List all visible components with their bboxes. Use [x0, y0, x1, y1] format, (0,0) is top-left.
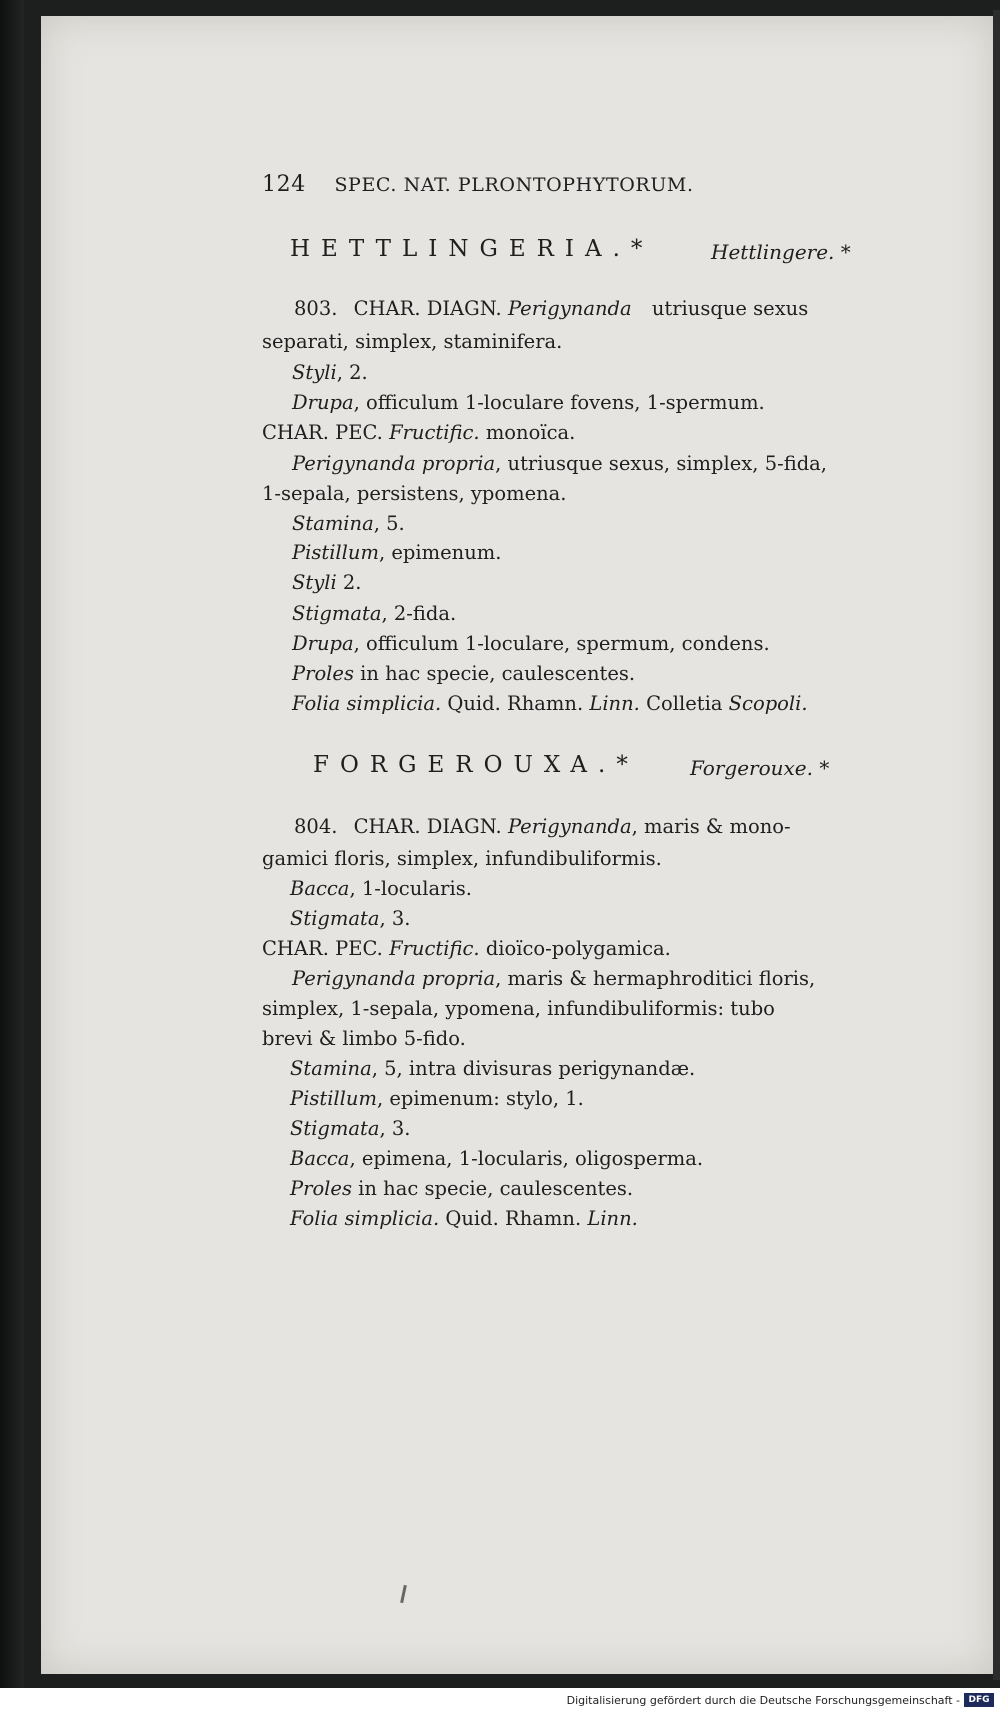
scan-left-edge [0, 0, 24, 1688]
genus-heading-latin: FORGEROUXA.* [313, 752, 639, 778]
text-line: Folia simplicia. Quid. Rhamn. Linn. [290, 1207, 638, 1230]
text-line: Styli, 2. [292, 361, 368, 384]
funding-credit: Digitalisierung gefördert durch die Deutsche Forschungsgemeinschaft - [566, 1694, 960, 1707]
entry-number: 803. [294, 297, 338, 320]
text-line: Pistillum, epimenum: stylo, 1. [290, 1087, 584, 1110]
text-line: Stamina, 5. [292, 512, 405, 535]
dfg-logo-icon: DFG [964, 1693, 994, 1707]
text-line: simplex, 1-sepala, ypomena, infundibuliformis: tubo [262, 997, 775, 1020]
text-line: Proles in hac specie, caulescentes. [292, 662, 636, 685]
text-line: 804. CHAR. DIAGN. Perigynanda, maris & mono- [294, 815, 791, 838]
text-line: Stigmata, 3. [290, 907, 411, 930]
text-line: Bacca, epimena, 1-locularis, oligosperma. [290, 1147, 704, 1170]
page-number: 124 [262, 172, 306, 197]
text-line: 803. CHAR. DIAGN. Perigynanda utriusque sexus [294, 297, 809, 320]
text-line: Drupa, officulum 1-loculare, spermum, condens. [292, 632, 770, 655]
page-right-edge [993, 10, 1000, 1680]
text-line: Proles in hac specie, caulescentes. [290, 1177, 634, 1200]
text-line: 1-sepala, persistens, ypomena. [262, 482, 567, 505]
text-line: Folia simplicia. Quid. Rhamn. Linn. Colletia Scopoli. [292, 692, 808, 715]
text-line: Stigmata, 3. [290, 1117, 411, 1140]
genus-heading-latin: HETTLINGERIA.* [290, 236, 654, 262]
text-line: brevi & limbo 5-fido. [262, 1027, 466, 1050]
text-line: CHAR. PEC. Fructific. dioïco-polygamica. [262, 937, 671, 960]
text-line: separati, simplex, staminifera. [262, 330, 563, 353]
entry-number: 804. [294, 815, 338, 838]
text-line: Drupa, officulum 1-loculare fovens, 1-spermum. [292, 391, 765, 414]
text-line: CHAR. PEC. Fructific. monoïca. [262, 421, 576, 444]
text-line: Perigynanda propria, utriusque sexus, simplex, 5-fida, [292, 452, 828, 475]
text-line: Stigmata, 2-fida. [292, 602, 457, 625]
genus-heading-french: Hettlingere. * [711, 240, 851, 264]
text-line: Bacca, 1-locularis. [290, 877, 472, 900]
text-line: Styli 2. [292, 571, 362, 594]
text-line: Perigynanda propria, maris & hermaphroditici floris, [292, 967, 816, 990]
running-header [262, 172, 802, 197]
running-title: SPEC. NAT. PLRONTOPHYTORUM. [334, 174, 694, 196]
text-line: Pistillum, epimenum. [292, 541, 502, 564]
text-line: Stamina, 5, intra divisuras perigynandæ. [290, 1057, 696, 1080]
book-page [41, 16, 993, 1674]
text-line: gamici floris, simplex, infundibuliformis. [262, 847, 662, 870]
genus-heading-french: Forgerouxe. * [690, 756, 830, 780]
digitization-footer [0, 1688, 1000, 1713]
